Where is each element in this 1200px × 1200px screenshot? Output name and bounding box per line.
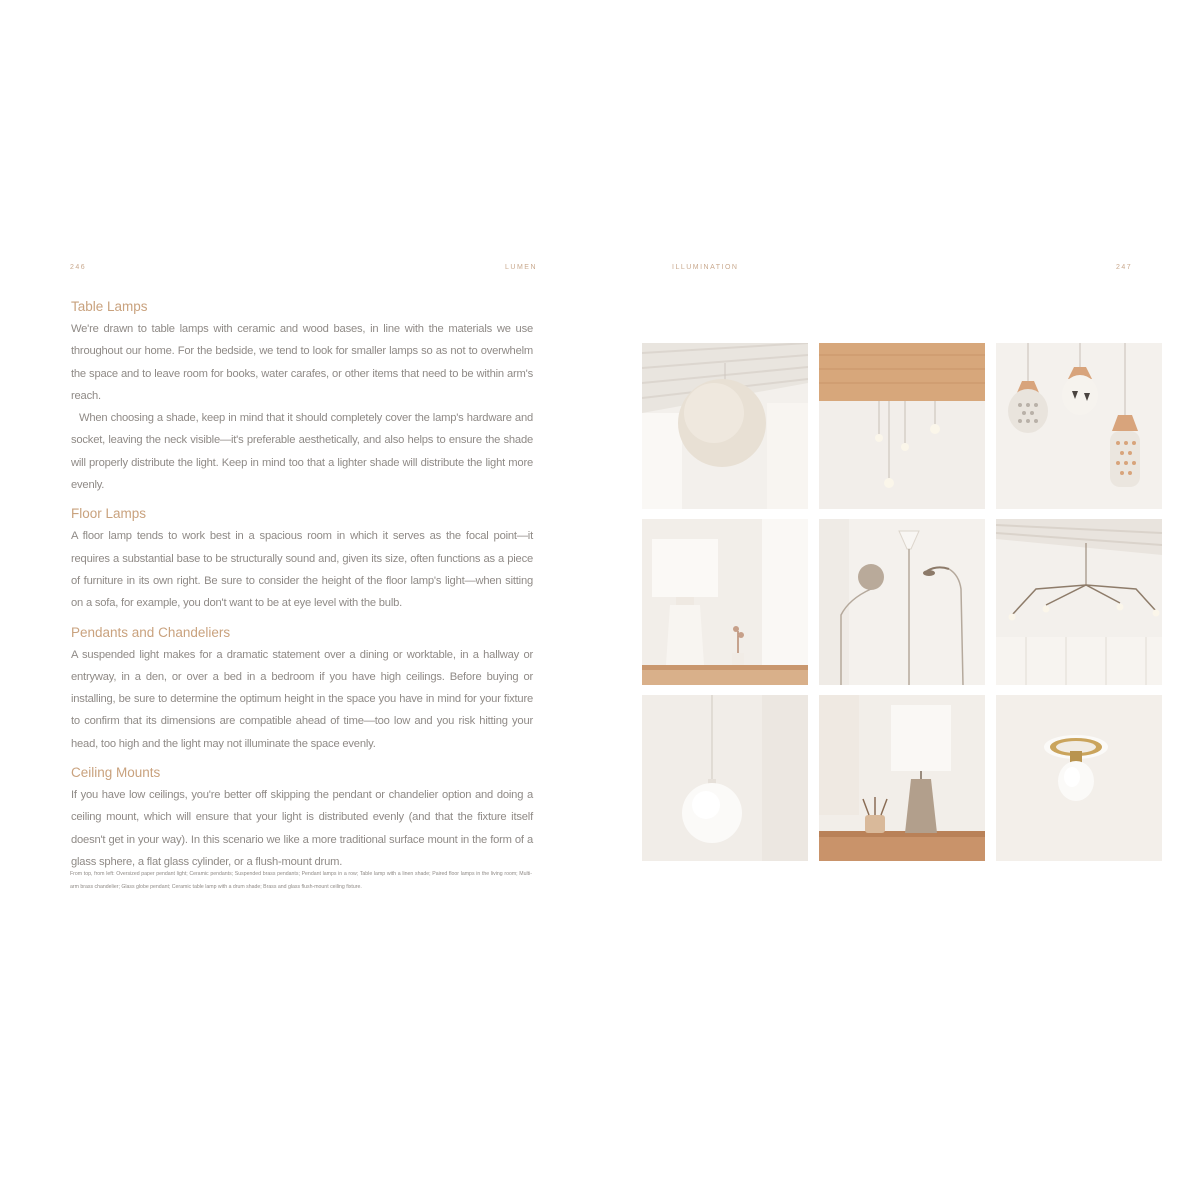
photo-glass-globe-pendant xyxy=(642,695,808,861)
section-heading: Ceiling Mounts xyxy=(71,765,161,781)
photo-paper-globe-pendant xyxy=(642,343,808,509)
paragraph: A floor lamp tends to work best in a spacious room in which it serves as the focal point—it requires a substantial base to be structurally sound and, given its size, often functions as a piece of furniture in its own right. Be sure to consider the height of the floor lamp's light—when sitting on a sofa, for example, you don't want to be at eye level with the bulb. xyxy=(71,530,533,610)
paragraph: A suspended light makes for a dramatic statement over a dining or worktable, in a hallway or entryway, in a den, or over a bed in a bedroom if you have high ceilings. Before buying or installing, be sure to determine the optimum height in the space you have in mind for your fixture to confirm that its dimensions are compatible ahead of time—too low and you risk hitting your head, too high and the light may not illuminate the space evenly. xyxy=(71,648,533,750)
text-column xyxy=(71,296,533,880)
photo-grid xyxy=(642,343,1162,861)
photo-bare-bulb-pendants xyxy=(819,343,985,509)
section-heading: Pendants and Chandeliers xyxy=(71,624,231,640)
section-floor-lamps xyxy=(71,503,533,614)
left-running-head: LUMEN xyxy=(505,264,538,271)
section-heading: Table Lamps xyxy=(71,299,148,314)
photo-flush-mount-fixture xyxy=(996,695,1162,861)
photo-floor-lamps xyxy=(819,519,985,685)
photo-brass-chandelier xyxy=(996,519,1162,685)
section-table-lamps xyxy=(71,296,533,496)
right-running-head: ILLUMINATION xyxy=(672,264,739,271)
left-folio: 246 xyxy=(70,264,87,271)
photo-caption: From top, from left: Oversized paper pendant light; Ceramic pendants; Suspended brass pendants; Pendant lamps in a row; Table lamp with a linen shade; Paired floor lamps in the living room; Multi-arm brass chandelier; Glass globe pendant; Ceramic table lamp with a drum shade; Brass and glass flush-mount ceiling fixture. xyxy=(70,871,532,890)
photo-ceramic-table-lamp xyxy=(819,695,985,861)
paragraph: When choosing a shade, keep in mind that it should completely cover the lamp's hardware and socket, leaving the neck visible—it's preferable aesthetically, and also helps to ensure the shade will properly distribute the light. Keep in mind too that a lighter shade will distribute the light more evenly. xyxy=(71,412,533,492)
paragraph: If you have low ceilings, you're better off skipping the pendant or chandelier option and doing a ceiling mount, which will ensure that your light is distributed evenly (and that the fixture itself doesn't get in your way). In this scenario we like a more traditional surface mount in the form of a glass sphere, a flat glass cylinder, or a flush-mount drum. xyxy=(71,789,533,868)
section-heading: Floor Lamps xyxy=(71,506,147,522)
right-folio: 247 xyxy=(1116,264,1133,271)
paragraph: We're drawn to table lamps with ceramic and wood bases, in line with the materials we use throughout our home. For the bedside, we tend to look for smaller lamps so as not to overwhelm the space and to leave room for books, water carafes, or other items that need to be within arm's reach. xyxy=(71,323,533,402)
photo-table-lamp-linen-shade xyxy=(642,519,808,685)
section-pendants xyxy=(71,622,533,755)
section-ceiling-mounts xyxy=(71,762,533,873)
photo-ceramic-pendants xyxy=(996,343,1162,509)
